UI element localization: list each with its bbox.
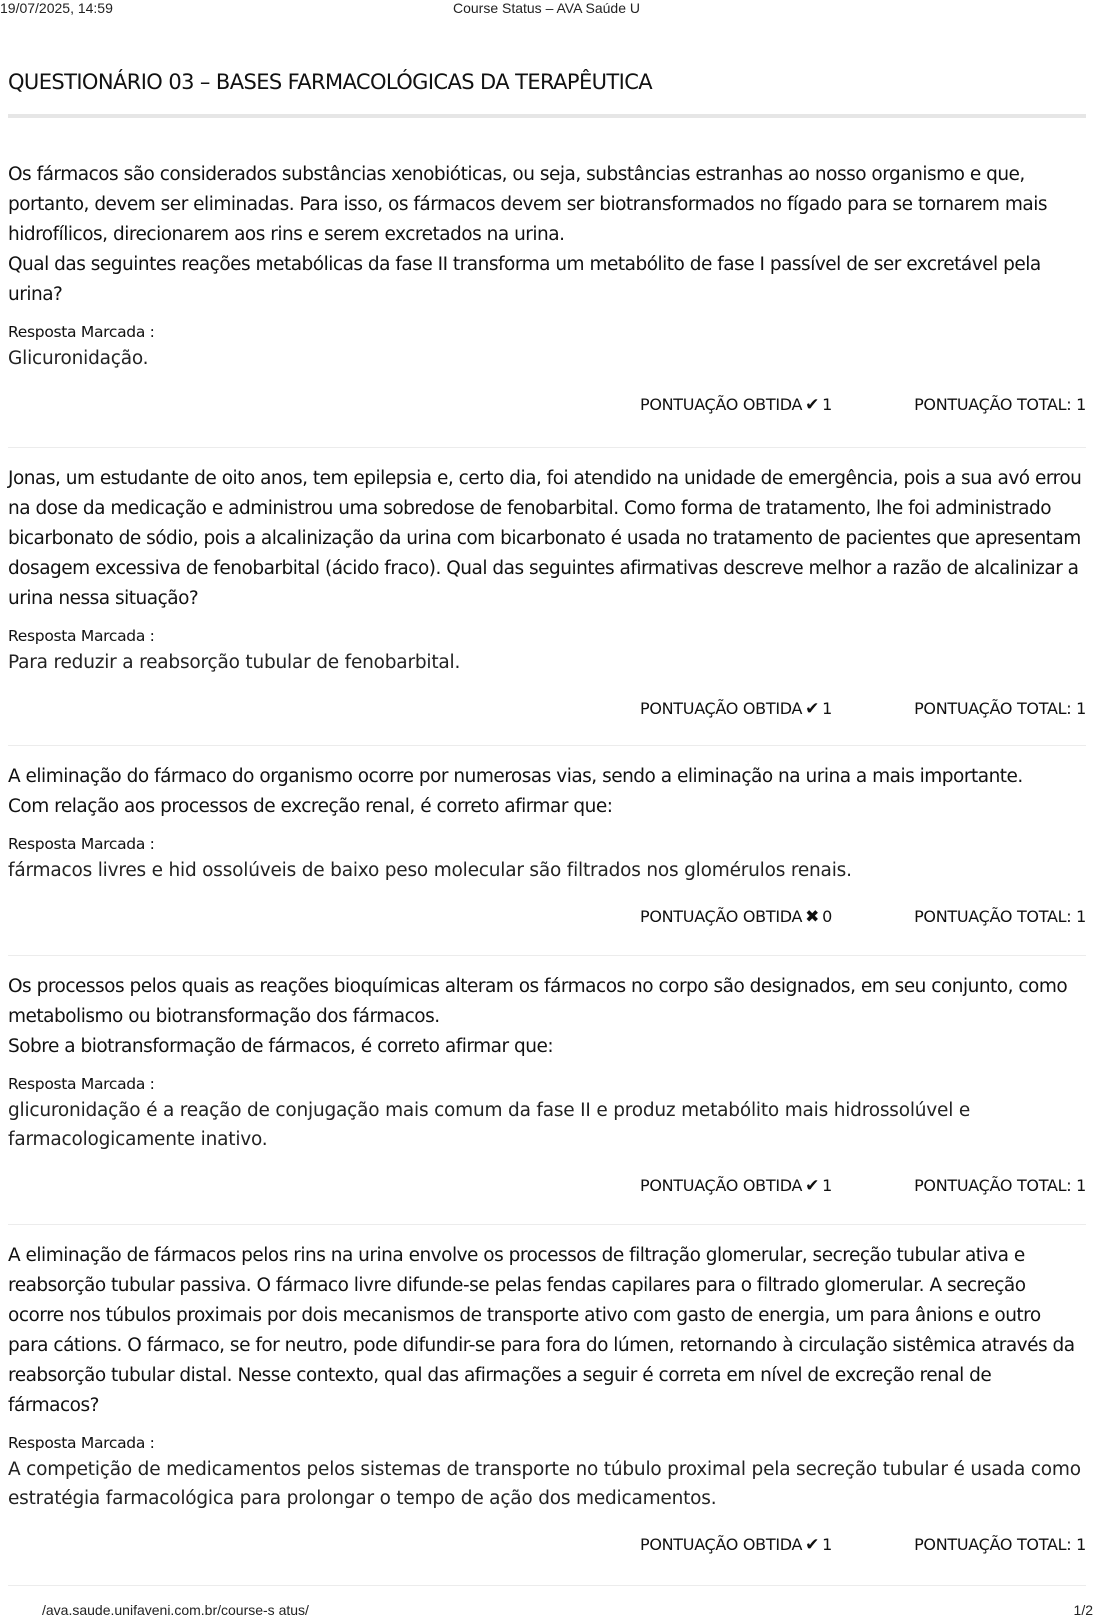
title-divider — [8, 114, 1086, 118]
print-footer — [0, 1602, 1093, 1620]
score-row — [8, 1531, 1086, 1561]
answer-label: Resposta Marcada : — [8, 323, 155, 341]
score-total-label: PONTUAÇÃO TOTAL: — [914, 1176, 1072, 1195]
question-4 — [8, 972, 1086, 1202]
question-divider — [8, 955, 1086, 956]
x-mark-icon: ✖ — [805, 907, 820, 927]
score-row — [8, 903, 1086, 933]
question-text: A eliminação de fármacos pelos rins na urina envolve os processos de filtração glomerular, secreção tubular ativa e reabsorção tubular passiva. O fármaco livre difunde-se pelas fendas capilares para o filtrado glomerular. A secreção ocorre nos túbulos proximais por dois mecanismos de transporte ativo com gasto de energia, um para ânions e outro para cátions. O fármaco, se for neutro, pode difundir-se para fora do lúmen, retornando à circulação sistêmica através da reabsorção tubular distal. Nesse contexto, qual das afirmações a seguir é correta em nível de excreção renal de fármacos? — [8, 1245, 1075, 1416]
score-total-value: 1 — [1076, 1176, 1086, 1195]
answer-text: Glicuronidação. — [8, 348, 149, 369]
question-divider — [8, 1224, 1086, 1225]
score-total — [914, 699, 1086, 718]
question-text: Os processos pelos quais as reações bioquímicas alteram os fármacos no corpo são designados, em seu conjunto, como metabolismo ou biotransformação dos fármacos. — [8, 976, 1068, 1027]
score-obtained-label: PONTUAÇÃO OBTIDA — [640, 699, 803, 718]
print-title: Course Status – AVA Saúde U — [452, 0, 641, 16]
question-divider — [8, 1585, 1086, 1586]
question-divider — [8, 447, 1086, 448]
score-row — [8, 695, 1086, 725]
score-total-label: PONTUAÇÃO TOTAL: — [914, 699, 1072, 718]
question-text: Os fármacos são considerados substâncias xenobióticas, ou seja, substâncias estranhas ao nosso organismo e que, portanto, devem ser eliminadas. Para isso, os fármacos devem ser biotransformados no fígado para se tornarem mais hidrofílicos, direcionarem aos rins e serem excretados na urina. — [8, 164, 1047, 245]
answer-text: fármacos livres e hid ossolúveis de baixo peso molecular são filtrados nos glomérulos renais. — [8, 860, 852, 881]
question-prompt: Qual das seguintes reações metabólicas da fase II transforma um metabólito de fase I passível de ser excretável pela urina? — [8, 254, 1041, 305]
check-icon: ✔ — [805, 699, 820, 719]
question-divider — [8, 745, 1086, 746]
question-text: Jonas, um estudante de oito anos, tem epilepsia e, certo dia, foi atendido na unidade de emergência, pois a sua avó errou na dose da medicação e administrou uma sobredose de fenobarbital. Como forma de tratamento, lhe foi administrado bicarbonato de sódio, pois a alcalinização da urina com bicarbonato é usada no tratamento de pacientes que apresentam dosagem excessiva de fenobarbital (ácido fraco). Qual das seguintes afirmativas descreve melhor a razão de alcalinizar a urina nessa situação? — [8, 468, 1082, 609]
score-obtained-value: 1 — [822, 699, 833, 718]
score-total — [914, 1535, 1086, 1554]
score-total-value: 1 — [1076, 699, 1086, 718]
score-total-value: 1 — [1076, 1535, 1086, 1554]
question-5 — [8, 1241, 1086, 1561]
check-icon: ✔ — [805, 395, 820, 415]
score-obtained — [640, 699, 832, 719]
score-total — [914, 1176, 1086, 1195]
check-icon: ✔ — [805, 1176, 820, 1196]
score-obtained — [640, 395, 832, 415]
score-obtained-value: 0 — [822, 907, 833, 926]
check-icon: ✔ — [805, 1535, 820, 1555]
print-url: /ava.saude.unifaveni.com.br/course-s atus/ — [42, 1602, 309, 1618]
score-obtained-label: PONTUAÇÃO OBTIDA — [640, 907, 803, 926]
question-prompt: Com relação aos processos de excreção renal, é correto afirmar que: — [8, 796, 613, 817]
question-2 — [8, 464, 1086, 725]
page-title: QUESTIONÁRIO 03 – BASES FARMACOLÓGICAS DA TERAPÊUTICA — [8, 70, 653, 94]
print-header — [0, 0, 1093, 18]
answer-text: glicuronidação é a reação de conjugação mais comum da fase II e produz metabólito mais hidrossolúvel e farmacologicamente inativo. — [8, 1100, 971, 1150]
score-total-label: PONTUAÇÃO TOTAL: — [914, 907, 1072, 926]
question-1 — [8, 160, 1086, 421]
answer-label: Resposta Marcada : — [8, 1434, 155, 1452]
score-obtained-label: PONTUAÇÃO OBTIDA — [640, 1535, 803, 1554]
score-obtained-label: PONTUAÇÃO OBTIDA — [640, 395, 803, 414]
score-row — [8, 391, 1086, 421]
score-obtained-label: PONTUAÇÃO OBTIDA — [640, 1176, 803, 1195]
score-row — [8, 1172, 1086, 1202]
question-3 — [8, 762, 1086, 933]
score-total-label: PONTUAÇÃO TOTAL: — [914, 1535, 1072, 1554]
answer-label: Resposta Marcada : — [8, 835, 155, 853]
score-total-value: 1 — [1076, 395, 1086, 414]
score-total-label: PONTUAÇÃO TOTAL: — [914, 395, 1072, 414]
question-prompt: Sobre a biotransformação de fármacos, é correto afirmar que: — [8, 1036, 554, 1057]
score-obtained — [640, 1535, 832, 1555]
answer-label: Resposta Marcada : — [8, 627, 155, 645]
print-page-number: 1/2 — [1073, 1602, 1093, 1618]
score-obtained-value: 1 — [822, 1176, 833, 1195]
score-total-value: 1 — [1076, 907, 1086, 926]
answer-text: Para reduzir a reabsorção tubular de fenobarbital. — [8, 652, 461, 673]
answer-text: A competição de medicamentos pelos sistemas de transporte no túbulo proximal pela secreção tubular é usada como estratégia farmacológica para prolongar o tempo de ação dos medicamentos. — [8, 1459, 1081, 1509]
print-date: 19/07/2025, 14:59 — [0, 0, 113, 16]
score-total — [914, 395, 1086, 414]
score-obtained-value: 1 — [822, 395, 833, 414]
score-obtained — [640, 907, 832, 927]
score-total — [914, 907, 1086, 926]
answer-label: Resposta Marcada : — [8, 1075, 155, 1093]
score-obtained-value: 1 — [822, 1535, 833, 1554]
question-text: A eliminação do fármaco do organismo ocorre por numerosas vias, sendo a eliminação na urina a mais importante. — [8, 766, 1023, 787]
score-obtained — [640, 1176, 832, 1196]
